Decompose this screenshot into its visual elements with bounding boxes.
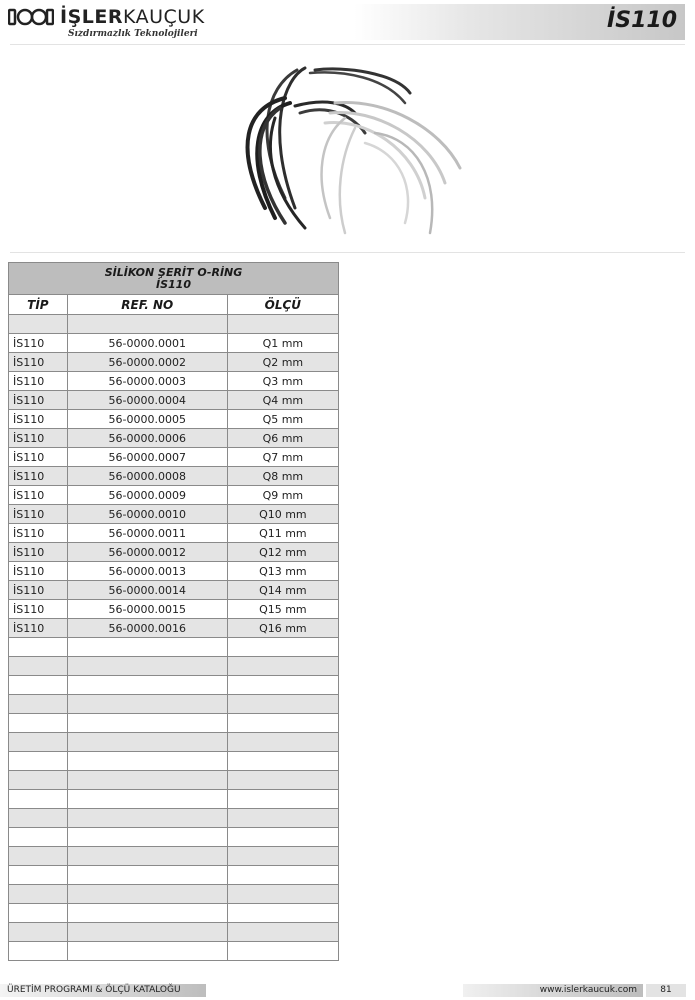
column-header-olcu: ÖLÇÜ bbox=[227, 295, 338, 315]
cell-ref-no bbox=[67, 315, 227, 334]
table-row bbox=[9, 676, 339, 695]
cell-olcu: Q15 mm bbox=[227, 600, 338, 619]
cell-olcu bbox=[227, 923, 338, 942]
cell-ref-no bbox=[67, 790, 227, 809]
cell-ref-no: 56-0000.0014 bbox=[67, 581, 227, 600]
catalog-label: ÜRETİM PROGRAMI & ÖLÇÜ KATALOĞU bbox=[0, 984, 206, 997]
table-row bbox=[9, 600, 339, 619]
cell-ref-no bbox=[67, 885, 227, 904]
cell-tip bbox=[9, 733, 68, 752]
cell-olcu bbox=[227, 771, 338, 790]
cell-ref-no bbox=[67, 714, 227, 733]
brand-light: KAUÇUK bbox=[122, 6, 205, 28]
cell-ref-no bbox=[67, 923, 227, 942]
cell-olcu: Q5 mm bbox=[227, 410, 338, 429]
cell-olcu bbox=[227, 885, 338, 904]
table-row bbox=[9, 619, 339, 638]
table-row bbox=[9, 562, 339, 581]
cell-olcu bbox=[227, 657, 338, 676]
cell-ref-no: 56-0000.0009 bbox=[67, 486, 227, 505]
table-row bbox=[9, 391, 339, 410]
product-photo bbox=[225, 58, 475, 246]
cell-olcu: Q6 mm bbox=[227, 429, 338, 448]
photo-divider bbox=[10, 252, 685, 253]
table-row bbox=[9, 714, 339, 733]
cell-ref-no: 56-0000.0016 bbox=[67, 619, 227, 638]
cell-tip: İS110 bbox=[9, 429, 68, 448]
table-title-line2: İS110 bbox=[156, 277, 191, 291]
table-row bbox=[9, 847, 339, 866]
cell-olcu: Q2 mm bbox=[227, 353, 338, 372]
cell-ref-no bbox=[67, 695, 227, 714]
cell-tip bbox=[9, 923, 68, 942]
cell-olcu: Q12 mm bbox=[227, 543, 338, 562]
cell-olcu bbox=[227, 847, 338, 866]
cell-tip bbox=[9, 752, 68, 771]
cell-tip bbox=[9, 866, 68, 885]
cell-tip: İS110 bbox=[9, 448, 68, 467]
table-row bbox=[9, 923, 339, 942]
cell-olcu bbox=[227, 809, 338, 828]
cell-tip: İS110 bbox=[9, 334, 68, 353]
website-link[interactable]: www.islerkaucuk.com bbox=[463, 984, 643, 997]
product-code-banner bbox=[354, 4, 685, 40]
product-spec-table bbox=[8, 262, 339, 961]
table-row bbox=[9, 410, 339, 429]
cell-tip bbox=[9, 638, 68, 657]
table-title bbox=[9, 263, 339, 295]
table-row bbox=[9, 942, 339, 961]
table-row bbox=[9, 315, 339, 334]
brand-name bbox=[60, 6, 205, 28]
cell-olcu bbox=[227, 866, 338, 885]
cell-olcu bbox=[227, 733, 338, 752]
table-row bbox=[9, 372, 339, 391]
table-row bbox=[9, 581, 339, 600]
cell-ref-no: 56-0000.0011 bbox=[67, 524, 227, 543]
cell-ref-no bbox=[67, 638, 227, 657]
cell-olcu bbox=[227, 790, 338, 809]
page-header bbox=[0, 0, 695, 44]
table-row bbox=[9, 505, 339, 524]
cell-ref-no: 56-0000.0005 bbox=[67, 410, 227, 429]
cell-ref-no bbox=[67, 828, 227, 847]
cell-olcu: Q7 mm bbox=[227, 448, 338, 467]
cell-olcu bbox=[227, 942, 338, 961]
cell-ref-no bbox=[67, 847, 227, 866]
cell-ref-no: 56-0000.0010 bbox=[67, 505, 227, 524]
product-code: İS110 bbox=[607, 8, 677, 33]
cell-tip: İS110 bbox=[9, 543, 68, 562]
cell-olcu: Q11 mm bbox=[227, 524, 338, 543]
cell-tip bbox=[9, 847, 68, 866]
cell-ref-no: 56-0000.0006 bbox=[67, 429, 227, 448]
cell-tip bbox=[9, 904, 68, 923]
table-row bbox=[9, 638, 339, 657]
cell-ref-no: 56-0000.0002 bbox=[67, 353, 227, 372]
cell-tip: İS110 bbox=[9, 600, 68, 619]
cell-olcu: Q16 mm bbox=[227, 619, 338, 638]
table-row bbox=[9, 828, 339, 847]
cell-tip bbox=[9, 657, 68, 676]
cell-tip: İS110 bbox=[9, 353, 68, 372]
cell-olcu: Q3 mm bbox=[227, 372, 338, 391]
page-number: 81 bbox=[646, 984, 686, 997]
header-divider bbox=[10, 44, 685, 45]
cell-ref-no bbox=[67, 676, 227, 695]
cell-tip bbox=[9, 942, 68, 961]
brand-bold: İŞLER bbox=[60, 6, 123, 28]
column-header-ref-no: REF. NO bbox=[67, 295, 227, 315]
page-footer bbox=[0, 984, 695, 1000]
cell-olcu: Q4 mm bbox=[227, 391, 338, 410]
cell-ref-no bbox=[67, 733, 227, 752]
table-header-row bbox=[9, 295, 339, 315]
table-row bbox=[9, 885, 339, 904]
cell-tip bbox=[9, 828, 68, 847]
table-row bbox=[9, 866, 339, 885]
cell-ref-no: 56-0000.0007 bbox=[67, 448, 227, 467]
table-title-line1: SİLİKON ŞERİT O-RİNG bbox=[104, 265, 243, 279]
cell-ref-no: 56-0000.0015 bbox=[67, 600, 227, 619]
table-row bbox=[9, 524, 339, 543]
cell-tip bbox=[9, 315, 68, 334]
cell-olcu bbox=[227, 676, 338, 695]
cell-tip: İS110 bbox=[9, 562, 68, 581]
cell-olcu bbox=[227, 752, 338, 771]
brand-tagline: Sızdırmazlık Teknolojileri bbox=[68, 29, 198, 39]
cell-olcu: Q1 mm bbox=[227, 334, 338, 353]
table-row bbox=[9, 790, 339, 809]
cell-ref-no: 56-0000.0004 bbox=[67, 391, 227, 410]
cell-olcu: Q13 mm bbox=[227, 562, 338, 581]
cell-ref-no bbox=[67, 771, 227, 790]
logo-mark-icon bbox=[8, 7, 54, 27]
cell-tip bbox=[9, 714, 68, 733]
table-row bbox=[9, 657, 339, 676]
table-row bbox=[9, 695, 339, 714]
cell-tip: İS110 bbox=[9, 505, 68, 524]
table-title-row bbox=[9, 263, 339, 295]
cell-tip bbox=[9, 790, 68, 809]
cell-ref-no: 56-0000.0008 bbox=[67, 467, 227, 486]
table-row bbox=[9, 448, 339, 467]
cell-tip bbox=[9, 676, 68, 695]
cell-olcu bbox=[227, 828, 338, 847]
cell-ref-no bbox=[67, 657, 227, 676]
cell-ref-no bbox=[67, 752, 227, 771]
table-row bbox=[9, 429, 339, 448]
cell-tip: İS110 bbox=[9, 372, 68, 391]
table-row bbox=[9, 353, 339, 372]
column-header-tip: TİP bbox=[9, 295, 68, 315]
cell-tip bbox=[9, 771, 68, 790]
table-row bbox=[9, 809, 339, 828]
cell-tip: İS110 bbox=[9, 410, 68, 429]
cell-tip bbox=[9, 885, 68, 904]
cell-ref-no: 56-0000.0003 bbox=[67, 372, 227, 391]
cell-tip: İS110 bbox=[9, 524, 68, 543]
table-row bbox=[9, 543, 339, 562]
cell-olcu: Q8 mm bbox=[227, 467, 338, 486]
table-row bbox=[9, 904, 339, 923]
table-row bbox=[9, 486, 339, 505]
cell-olcu bbox=[227, 695, 338, 714]
cell-tip: İS110 bbox=[9, 486, 68, 505]
cell-ref-no: 56-0000.0013 bbox=[67, 562, 227, 581]
table-row bbox=[9, 733, 339, 752]
cell-olcu bbox=[227, 638, 338, 657]
cell-ref-no: 56-0000.0012 bbox=[67, 543, 227, 562]
table-row bbox=[9, 752, 339, 771]
table-row bbox=[9, 334, 339, 353]
cell-olcu: Q10 mm bbox=[227, 505, 338, 524]
cell-ref-no bbox=[67, 866, 227, 885]
spec-table-body bbox=[9, 263, 339, 961]
cell-tip: İS110 bbox=[9, 391, 68, 410]
cell-ref-no bbox=[67, 942, 227, 961]
cell-olcu: Q14 mm bbox=[227, 581, 338, 600]
cell-ref-no bbox=[67, 809, 227, 828]
cell-olcu bbox=[227, 904, 338, 923]
cell-ref-no: 56-0000.0001 bbox=[67, 334, 227, 353]
cell-tip: İS110 bbox=[9, 467, 68, 486]
cell-tip: İS110 bbox=[9, 581, 68, 600]
cell-tip bbox=[9, 695, 68, 714]
cell-ref-no bbox=[67, 904, 227, 923]
table-row bbox=[9, 771, 339, 790]
cell-olcu bbox=[227, 315, 338, 334]
cell-olcu bbox=[227, 714, 338, 733]
table-row bbox=[9, 467, 339, 486]
cell-olcu: Q9 mm bbox=[227, 486, 338, 505]
cell-tip bbox=[9, 809, 68, 828]
cell-tip: İS110 bbox=[9, 619, 68, 638]
